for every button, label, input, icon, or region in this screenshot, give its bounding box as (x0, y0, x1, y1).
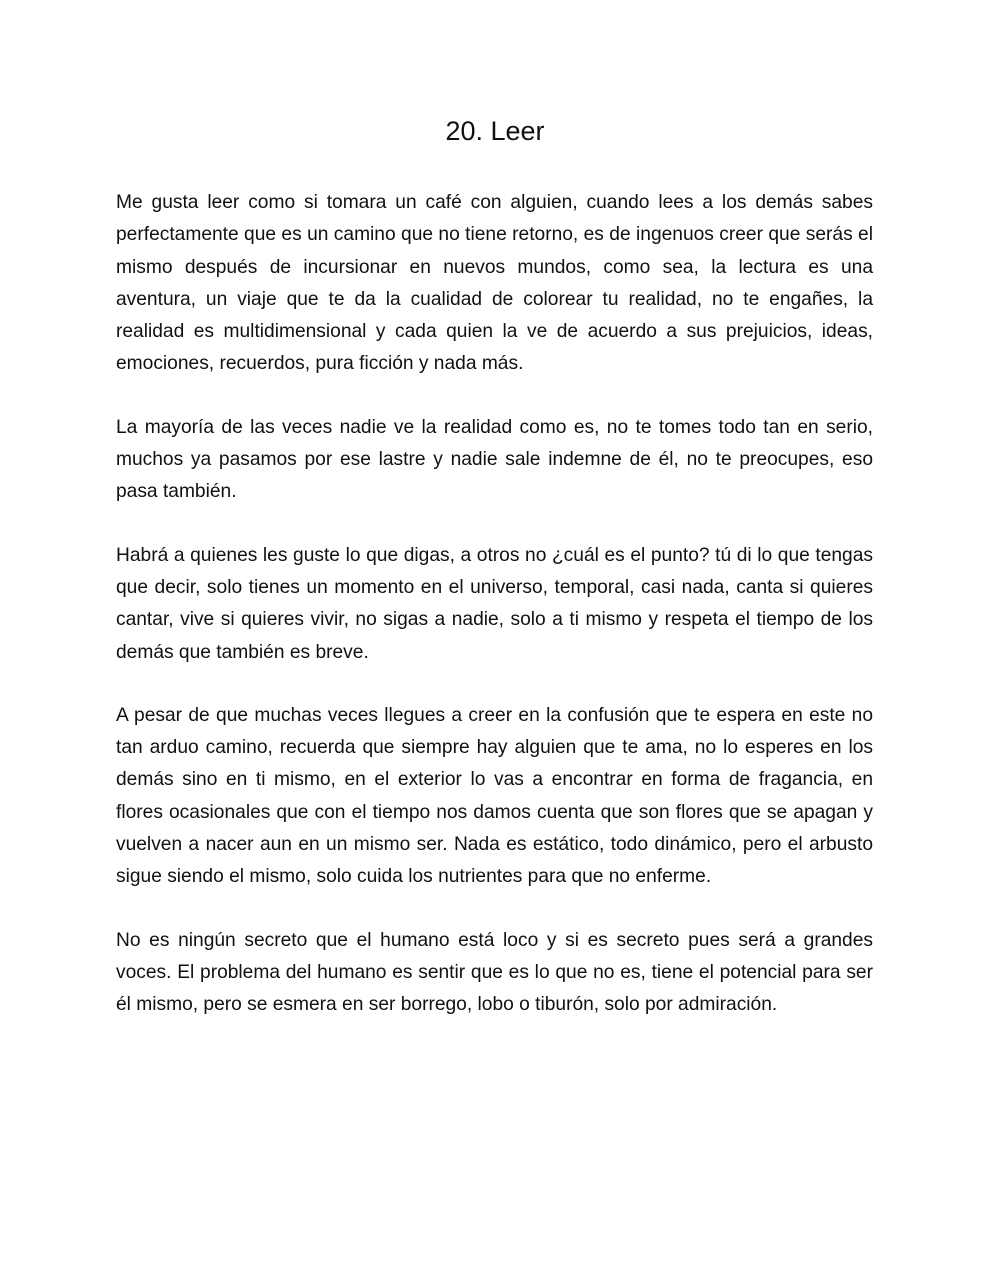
document-body (116, 187, 873, 1053)
paragraph-3: Habrá a quienes les guste lo que digas, a otros no ¿cuál es el punto? tú di lo que tengas que decir, solo tienes un momento en el universo, temporal, casi nada, canta si quieres cantar, vive si quieres vivir, no sigas a nadie, solo a ti mismo y respeta el tiempo de los demás que también es breve. (116, 544, 873, 663)
paragraph-4: A pesar de que muchas veces llegues a creer en la confusión que te espera en este no tan arduo camino, recuerda que siempre hay alguien que te ama, no lo esperes en los demás sino en ti mismo, en el exterior lo vas a encontrar en forma de fragancia, en flores ocasionales que con el tiempo nos damos cuenta que son flores que se apagan y vuelven a nacer aun en un mismo ser. Nada es estático, todo dinámico, pero el arbusto sigue siendo el mismo, solo cuida los nutrientes para que no enferme. (116, 704, 873, 888)
paragraph-5: No es ningún secreto que el humano está loco y si es secreto pues será a grandes voces. El problema del humano es sentir que es lo que no es, tiene el potencial para ser él mismo, pero se esmera en ser borrego, lobo o tiburón, solo por admiración. (116, 929, 873, 1016)
paragraph-1: Me gusta leer como si tomara un café con alguien, cuando lees a los demás sabes perfectamente que es un camino que no tiene retorno, es de ingenuos creer que serás el mismo después de incursionar en nuevos mundos, como sea, la lectura es una aventura, un viaje que te da la cualidad de colorear tu realidad, no te engañes, la realidad es multidimensional y cada quien la ve de acuerdo a sus prejuicios, ideas, emociones, recuerdos, pura ficción y nada más. (116, 192, 873, 375)
paragraph-2: La mayoría de las veces nadie ve la realidad como es, no te tomes todo tan en serio, muchos ya pasamos por ese lastre y nadie sale indemne de él, no te preocupes, eso pasa también. (116, 416, 873, 503)
page-title: 20. Leer (445, 116, 545, 146)
